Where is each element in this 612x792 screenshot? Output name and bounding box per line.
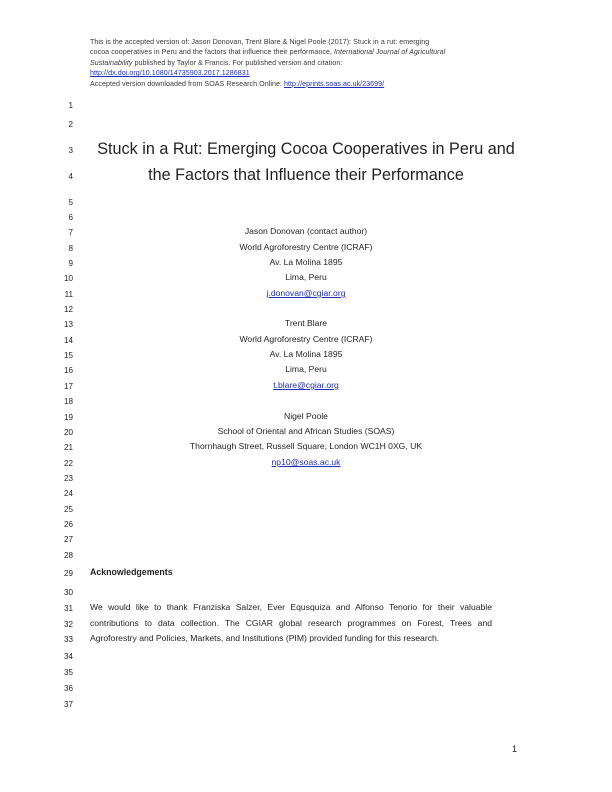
line-number: 12 bbox=[63, 305, 73, 314]
author-3-name: Nigel Poole bbox=[284, 411, 328, 421]
line-number: 15 bbox=[63, 351, 73, 360]
journal-name-part-2: Sustainability bbox=[90, 58, 133, 67]
line-number: 6 bbox=[68, 213, 73, 222]
line-number: 24 bbox=[63, 489, 73, 498]
line-number: 30 bbox=[63, 588, 73, 597]
line-number: 13 bbox=[63, 320, 73, 329]
acknowledgements-heading: Acknowledgements bbox=[90, 567, 173, 577]
line-number: 5 bbox=[68, 198, 73, 207]
line-number: 31 bbox=[63, 604, 73, 613]
line-number: 14 bbox=[63, 336, 73, 345]
author-1-street: Av. La Molina 1895 bbox=[269, 257, 343, 267]
line-number: 18 bbox=[63, 397, 73, 406]
line-number: 17 bbox=[63, 382, 73, 391]
author-3-street: Thornhaugh Street, Russell Square, London WC1H 0XG, UK bbox=[189, 441, 423, 451]
line-number: 10 bbox=[63, 274, 73, 283]
citation-header bbox=[90, 37, 530, 89]
line-number: 16 bbox=[63, 366, 73, 375]
paper-title-line-2: the Factors that Influence their Performance bbox=[148, 166, 464, 184]
line-number: 32 bbox=[63, 620, 73, 629]
author-3-org: School of Oriental and African Studies (SOAS) bbox=[217, 426, 395, 436]
author-1-name: Jason Donovan (contact author) bbox=[244, 226, 368, 236]
author-1-email-line bbox=[90, 288, 522, 298]
line-number: 26 bbox=[63, 520, 73, 529]
paper-title-line-1: Stuck in a Rut: Emerging Cocoa Cooperatives in Peru and bbox=[97, 140, 515, 158]
author-1-org: World Agroforestry Centre (ICRAF) bbox=[239, 242, 373, 252]
line-number: 2 bbox=[68, 120, 73, 129]
line-number: 20 bbox=[63, 428, 73, 437]
citation-line-2 bbox=[90, 47, 530, 57]
line-number: 3 bbox=[68, 146, 73, 155]
acknowledgements-line-1: We would like to thank Franziska Salzer, Ever Equsquiza and Alfonso Tenorio for their valuable bbox=[90, 602, 492, 612]
line-number: 25 bbox=[63, 505, 73, 514]
line-number: 22 bbox=[63, 459, 73, 468]
line-number: 11 bbox=[64, 290, 73, 299]
line-number: 9 bbox=[68, 259, 73, 268]
citation-line-1: This is the accepted version of: Jason Donovan, Trent Blare & Nigel Poole (2017): Stuck in a rut: emerging bbox=[90, 38, 430, 46]
line-number: 23 bbox=[63, 474, 73, 483]
line-number: 4 bbox=[68, 172, 73, 181]
author-2-name: Trent Blare bbox=[284, 318, 328, 328]
author-2-org: World Agroforestry Centre (ICRAF) bbox=[239, 334, 373, 344]
line-number: 19 bbox=[63, 413, 73, 422]
author-1-email-link[interactable]: j.donovan@cgiar.org bbox=[266, 288, 346, 298]
citation-line-3 bbox=[90, 58, 530, 68]
acknowledgements-line-2: contributions to data collection. The CGIAR global research programmes on Forest, Trees and bbox=[90, 618, 492, 628]
line-number: 21 bbox=[63, 443, 73, 452]
line-number: 36 bbox=[63, 684, 73, 693]
line-number: 34 bbox=[63, 652, 73, 661]
line-number: 29 bbox=[63, 569, 73, 578]
author-3-email-line bbox=[90, 457, 522, 467]
author-2-email-link[interactable]: t.blare@cgiar.org bbox=[273, 380, 339, 390]
line-number: 37 bbox=[63, 700, 73, 709]
citation-line-4 bbox=[90, 68, 530, 78]
journal-name-part-1: International Journal of Agricultural bbox=[334, 48, 446, 57]
line-number: 28 bbox=[63, 551, 73, 560]
page-number: 1 bbox=[512, 744, 518, 754]
citation-line-5 bbox=[90, 79, 530, 89]
line-number: 8 bbox=[68, 244, 73, 253]
author-1-city: Lima, Peru bbox=[285, 272, 327, 282]
author-3-email-link[interactable]: np10@soas.ac.uk bbox=[271, 457, 341, 467]
author-2-street: Av. La Molina 1895 bbox=[269, 349, 343, 359]
line-number: 7 bbox=[68, 228, 73, 237]
citation-line-3-text: published by Taylor & Francis. For published version and citation: bbox=[132, 58, 343, 67]
author-2-email-line bbox=[90, 380, 522, 390]
line-number: 33 bbox=[63, 635, 73, 644]
citation-line-2-text: cocoa cooperatives in Peru and the factors that influence their performance, bbox=[90, 48, 334, 57]
line-number: 27 bbox=[63, 535, 73, 544]
line-number: 35 bbox=[63, 668, 73, 677]
soas-eprints-link[interactable]: http://eprints.soas.ac.uk/23699/ bbox=[284, 79, 385, 88]
author-2-city: Lima, Peru bbox=[285, 364, 327, 374]
citation-line-5-text: Accepted version downloaded from SOAS Research Online: bbox=[90, 79, 284, 88]
line-number: 1 bbox=[68, 101, 73, 110]
acknowledgements-line-3: Agroforestry and Policies, Markets, and Institutions (PIM) provided funding for this research. bbox=[90, 633, 440, 643]
doi-link[interactable]: http://dx.doi.org/10.1080/14735903.2017.1286831 bbox=[90, 69, 250, 78]
